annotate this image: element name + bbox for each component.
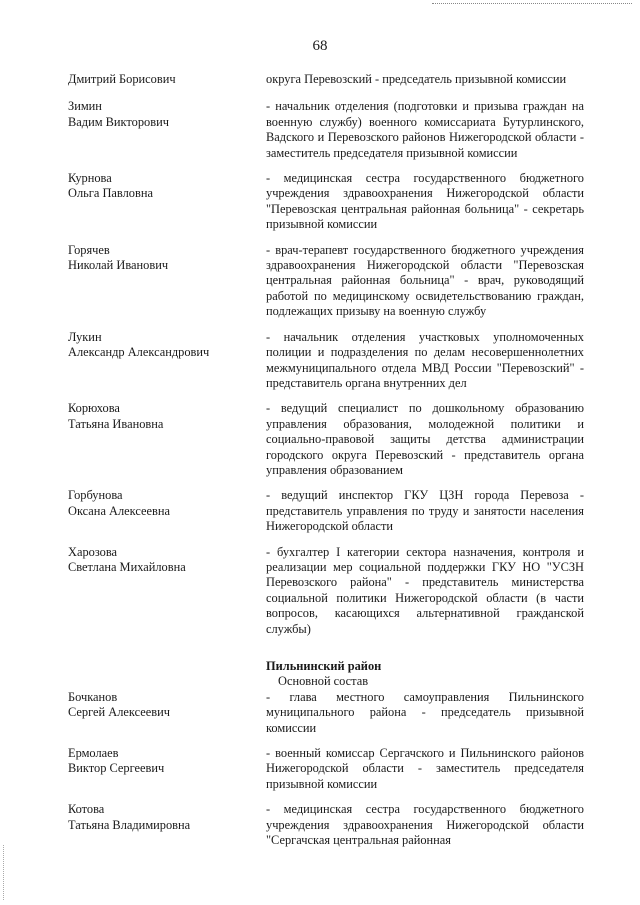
member-duty: - врач-терапевт государственного бюджетного учреждения здравоохранения Нижегородской области "Перевозская центральная районная больница" - врач, руководящий работой по медицинскому освидетельствованию граждан, подлежащих призыву на военную службу bbox=[266, 242, 584, 319]
member-duty: - ведущий специалист по дошкольному образованию управления образования, молодежной политики и социально-правовой защиты детства администрации городского округа Перевозский - представитель органа управления образованием bbox=[266, 401, 584, 477]
member-name bbox=[68, 488, 258, 519]
member-name-line: Ермолаев bbox=[68, 746, 119, 761]
member-name-line: Дмитрий Борисович bbox=[68, 72, 176, 86]
member-name bbox=[68, 243, 258, 274]
member-name-line: Виктор Сергеевич bbox=[68, 761, 165, 776]
member-name bbox=[68, 690, 258, 721]
member-name-line: Харозова bbox=[68, 544, 118, 559]
member-entry bbox=[0, 99, 640, 161]
member-name bbox=[68, 99, 258, 130]
commission-members-block bbox=[0, 72, 640, 637]
member-name-line: Горбунова bbox=[68, 488, 123, 503]
member-entry bbox=[0, 171, 640, 233]
member-name bbox=[68, 330, 258, 361]
section-title: Пильнинский район bbox=[266, 659, 382, 673]
commission-list bbox=[0, 72, 640, 848]
member-name-line: Зимин bbox=[68, 99, 102, 114]
member-duty: - глава местного самоуправления Пильнинского муниципального района - председатель призывной комиссии bbox=[266, 689, 584, 735]
member-name bbox=[68, 545, 258, 576]
member-name-line: Оксана Алексеевна bbox=[68, 503, 171, 518]
member-entry bbox=[0, 488, 640, 534]
member-entry bbox=[0, 243, 640, 320]
member-entry bbox=[0, 72, 640, 87]
scan-edge-line bbox=[432, 3, 632, 4]
member-name-line: Бочканов bbox=[68, 689, 118, 704]
member-name-line: Вадим Викторович bbox=[68, 114, 169, 129]
section-subtitle: Основной состав bbox=[278, 674, 369, 689]
member-name-line: Светлана Михайловна bbox=[68, 559, 186, 574]
member-name-line: Сергей Алексеевич bbox=[68, 705, 170, 720]
member-duty: - медицинская сестра государственного бюджетного учреждения здравоохранения Нижегородской области "Сергачская центральная районная bbox=[266, 802, 584, 848]
commission-members-block bbox=[0, 690, 640, 849]
member-name-line: Татьяна Ивановна bbox=[68, 416, 164, 431]
member-name-line: Александр Александрович bbox=[68, 345, 210, 360]
member-name bbox=[68, 401, 258, 432]
member-entry bbox=[0, 746, 640, 792]
member-name-line: Лукин bbox=[68, 329, 102, 344]
member-name-line: Котова bbox=[68, 802, 105, 817]
member-duty: - начальник отделения участковых уполномоченных полиции и подразделения по делам несовершеннолетних межмуниципального отдела МВД России "Перевозский" - представитель органа внутренних дел bbox=[266, 329, 584, 390]
member-entry bbox=[0, 545, 640, 637]
member-name bbox=[68, 746, 258, 777]
member-duty: - бухгалтер I категории сектора назначения, контроля и реализации мер социальной поддержки ГКУ НО "УСЗН Перевозского района" - представитель министерства социальной политики Нижегородской области (в части вопросов, касающихся альтернативной гражданской службы) bbox=[266, 544, 584, 636]
scan-edge-line bbox=[3, 845, 4, 900]
member-name-line: Татьяна Владимировна bbox=[68, 817, 191, 832]
member-name-line: Корюхова bbox=[68, 401, 120, 416]
member-duty: - военный комиссар Сергачского и Пильнинского районов Нижегородской области - заместитель председателя призывной комиссии bbox=[266, 746, 584, 791]
member-duty: - медицинская сестра государственного бюджетного учреждения здравоохранения Нижегородской области "Перевозская центральная районная больница" - секретарь призывной комиссии bbox=[266, 171, 584, 232]
member-entry bbox=[0, 690, 640, 736]
member-entry bbox=[0, 330, 640, 392]
member-name-line: Горячев bbox=[68, 242, 110, 257]
member-duty: - ведущий инспектор ГКУ ЦЗН города Перевоза - представитель управления по труду и занятости населения Нижегородской области bbox=[266, 488, 584, 534]
member-name bbox=[68, 802, 258, 833]
member-name-line: Ольга Павловна bbox=[68, 186, 153, 201]
member-entry bbox=[0, 802, 640, 848]
page-number: 68 bbox=[312, 38, 328, 54]
member-name-line: Курнова bbox=[68, 171, 112, 186]
member-duty: округа Перевозский - председатель призывной комиссии bbox=[266, 72, 567, 86]
member-duty: - начальник отделения (подготовки и призыва граждан на военную службу) военного комиссариата Бутурлинского, Вадского и Перевозского районов Нижегородской области - заместитель председателя призывной комиссии bbox=[266, 99, 584, 160]
member-entry bbox=[0, 401, 640, 478]
member-name bbox=[68, 72, 258, 87]
member-name-line: Николай Иванович bbox=[68, 258, 169, 273]
member-name bbox=[68, 171, 258, 202]
